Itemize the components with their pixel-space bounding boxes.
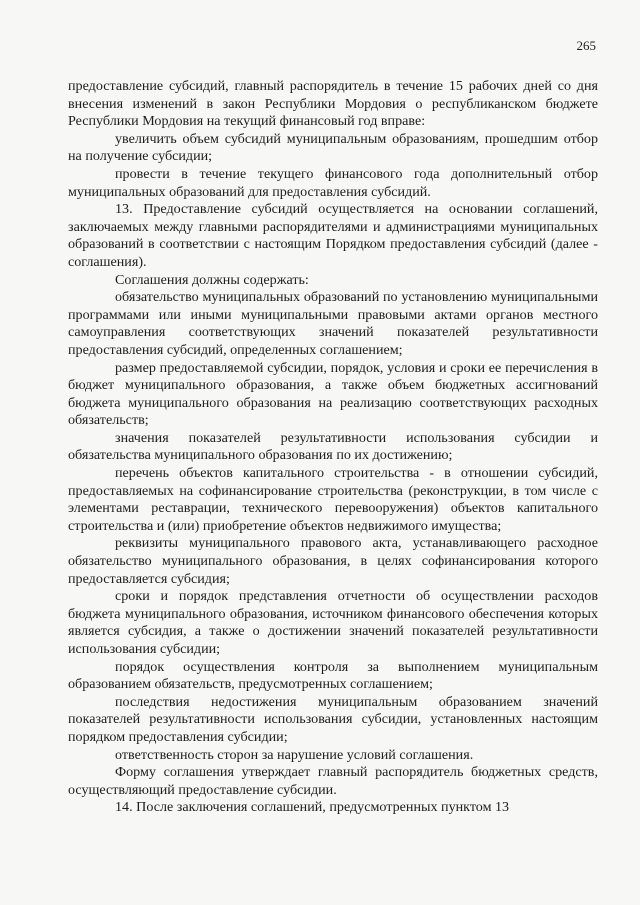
paragraph-subsidy-amount: размер предоставляемой субсидии, порядок, условия и сроки ее перечисления в бюджет муниципального образования, а также объем бюджетных ассигнований бюджета муниципального образования на реализацию соответствующих расходных обязательств; [68,359,598,429]
paragraph-agreements-contain: Соглашения должны содержать: [115,271,309,288]
paragraph-indicator-values: значения показателей результативности использования субсидии и обязательства муниципального образования по их достижению; [68,429,598,464]
paragraph-capital-objects: перечень объектов капитального строительства - в отношении субсидий, предоставляемых на софинансирование строительства (реконструкции, в том числе с элементами реставрации, технического перевооружения) объектов капитального строительства и (или) приобретение объектов недвижимого имущества; [68,465,598,534]
paragraph-obligation: обязательство муниципальных образований по установлению муниципальными программами или иными муниципальными правовыми актами органов местного самоуправления соответствующих значений показателей результативности предоставления субсидий, определенных соглашением; [68,289,598,358]
paragraph-intro-continuation: предоставление субсидий, главный распорядитель в течение 15 рабочих дней со дня внесения изменений в закон Республики Мордовия о республиканском бюджете Республики Мордовия на текущий финансовый год вправе: [68,78,598,130]
paragraph-clause-14: 14. После заключения соглашений, предусмотренных пунктом 13 [115,799,510,816]
paragraph-control: порядок осуществления контроля за выполнением муниципальным образованием обязательств, предусмотренных соглашением; [68,658,598,693]
document-body [68,78,598,817]
paragraph-consequences: последствия недостижения муниципальным образованием значений показателей результативности использования субсидии, установленных настоящим порядком предоставления субсидии; [68,693,598,745]
paragraph-additional-selection: провести в течение текущего финансового года дополнительный отбор муниципальных образований для предоставления субсидий. [68,165,598,200]
paragraph-agreement-form: Форму соглашения утверждает главный распорядитель бюджетных средств, осуществляющий предоставление субсидии. [68,764,598,798]
paragraph-clause-13: 13. Предоставление субсидий осуществляется на основании соглашений, заключаемых между главными распорядителями и администрациями муниципальных образований в соответствии с настоящим Порядком предоставления субсидий (далее - соглашения). [68,201,598,270]
paragraph-legal-act-details: реквизиты муниципального правового акта, устанавливающего расходное обязательство муниципального образования, в целях софинансирования которого предоставляется субсидия; [68,535,598,587]
paragraph-increase-subsidies: увеличить объем субсидий муниципальным образованиям, прошедшим отбор на получение субсидии; [68,130,598,165]
paragraph-responsibility: ответственность сторон за нарушение условий соглашения. [115,746,474,763]
page-number: 265 [576,38,596,53]
paragraph-reporting: сроки и порядок представления отчетности об осуществлении расходов бюджета муниципального образования, источником финансового обеспечения которых является субсидия, а также о достижении значений показателей результативности использования субсидии; [68,588,598,657]
